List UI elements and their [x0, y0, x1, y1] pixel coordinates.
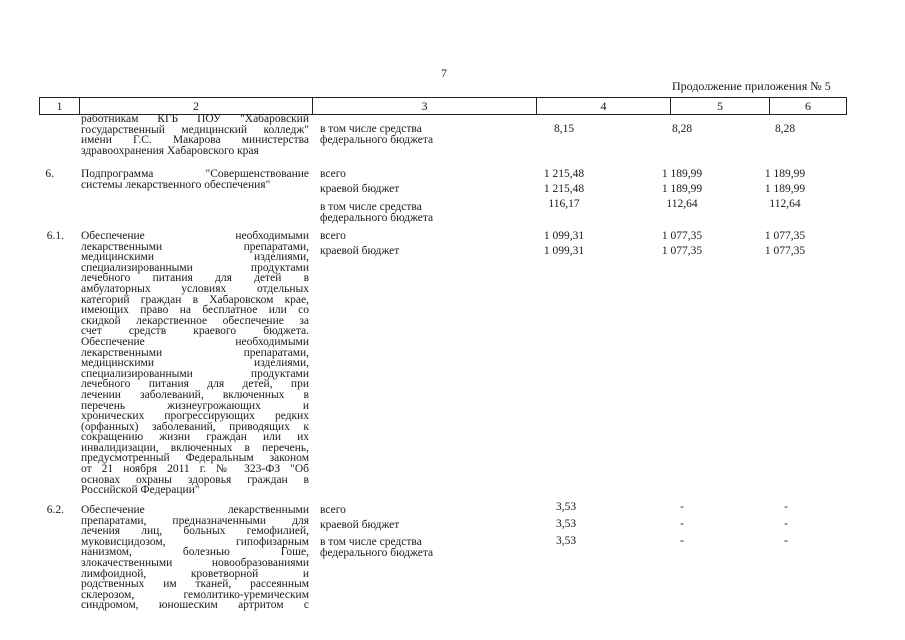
- row-description: работникам КГБ ПОУ "Хабаровский государственный медицинский колледж" имени Г.С. Макарова министерства здравоохранения Хабаровского края: [81, 113, 309, 157]
- header-col-6: 6: [769, 98, 847, 114]
- funding-source: краевой бюджет: [320, 183, 400, 195]
- value-col-6: 1 189,99: [764, 183, 806, 195]
- value-col-5: -: [680, 501, 684, 513]
- value-col-4: 8,15: [553, 123, 575, 135]
- row-number: 6.: [45, 168, 54, 180]
- value-col-6: 8,28: [774, 123, 796, 135]
- row-description: Обеспечение необходимыми лекарственными препаратами, медицинскими изделиями, специализированными продуктами лечебного питания для детей в амбулаторных условиях отдельных категорий граждан в Хабаровском крае, имеющих право на бесплатное или со скидкой лекарственное обеспечение за счет средств краевого бюджета. Обеспечение необходимыми лекарственными препаратами, медицинскими изделиями, специализированными продуктами лечебного питания для детей, при лечении заболеваний, включенных в перечень жизнеугрожающих и хронических прогрессирующих редких (орфанных) заболеваний, приводящих к сокращению жизни граждан или их инвалидизации, включенных в перечень, предусмотренный Федеральным законом от 21 ноября 2011 г. № 323-ФЗ "Об основах охраны здоровья граждан в Российской Федерации": [81, 230, 309, 497]
- header-col-3: 3: [312, 98, 536, 114]
- appendix-continuation-label: Продолжение приложения № 5: [672, 79, 831, 93]
- value-col-6: 1 077,35: [764, 230, 806, 242]
- funding-source: краевой бюджет: [320, 519, 400, 531]
- value-col-4: 3,53: [555, 518, 577, 530]
- funding-source: в том числе средства федерального бюджета: [320, 536, 434, 559]
- value-col-4: 3,53: [555, 501, 577, 513]
- funding-source: краевой бюджет: [320, 245, 400, 257]
- value-col-4: 1 215,48: [543, 183, 585, 195]
- value-col-6: -: [784, 518, 788, 530]
- funding-source: в том числе средства федерального бюджета: [320, 123, 434, 146]
- page-number: 7: [441, 66, 447, 80]
- value-col-5: 1 189,99: [661, 168, 703, 180]
- header-col-2: 2: [79, 98, 312, 114]
- header-col-1: 1: [39, 98, 79, 114]
- header-col-5: 5: [670, 98, 769, 114]
- value-col-5: 1 077,35: [661, 230, 703, 242]
- funding-source: в том числе средства федерального бюджета: [320, 201, 434, 224]
- value-col-6: -: [784, 535, 788, 547]
- value-col-4: 3,53: [555, 535, 577, 547]
- row-number: 6.2.: [46, 504, 64, 516]
- row-number: 6.1.: [46, 230, 64, 242]
- row-description: Подпрограмма "Совершенствование системы лекарственного обеспечения": [81, 168, 309, 191]
- value-col-5: 1 077,35: [661, 245, 703, 257]
- value-col-6: -: [784, 501, 788, 513]
- value-col-6: 112,64: [769, 198, 801, 210]
- value-col-5: -: [680, 518, 684, 530]
- value-col-4: 1 099,31: [543, 230, 585, 242]
- funding-source: всего: [320, 230, 346, 242]
- value-col-6: 1 077,35: [764, 245, 806, 257]
- header-col-4: 4: [536, 98, 670, 114]
- value-col-5: -: [680, 535, 684, 547]
- value-col-4: 1 099,31: [543, 245, 585, 257]
- row-description: Обеспечение лекарственными препаратами, предназначенными для лечения лиц, больных гемофилией, муковисцидозом, гипофизарным нанизмом, болезнью Гоше, злокачественными новообразованиями лимфоидной, кроветворной и родственных им тканей, рассеянным склерозом, гемолитико-уремическим синдромом, юношеским артритом с: [81, 504, 309, 612]
- value-col-5: 8,28: [671, 123, 693, 135]
- value-col-4: 116,17: [548, 198, 580, 210]
- value-col-5: 1 189,99: [661, 183, 703, 195]
- value-col-6: 1 189,99: [764, 168, 806, 180]
- funding-source: всего: [320, 168, 346, 180]
- funding-source: всего: [320, 504, 346, 516]
- value-col-4: 1 215,48: [543, 168, 585, 180]
- value-col-5: 112,64: [666, 198, 698, 210]
